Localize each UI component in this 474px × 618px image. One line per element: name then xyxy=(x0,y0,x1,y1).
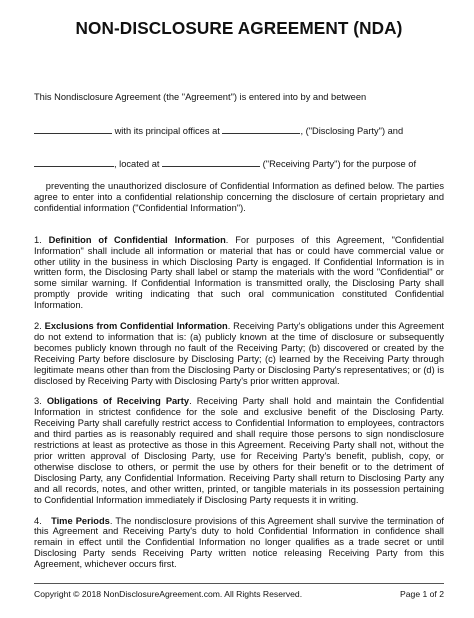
section-3 xyxy=(34,396,447,505)
footer-page-number: Page 1 of 2 xyxy=(400,589,444,599)
section-1-heading: Definition of Confidential Information xyxy=(48,234,226,245)
page-footer xyxy=(34,589,444,599)
blank-disclosing-party-name[interactable] xyxy=(34,125,112,134)
section-2-heading: Exclusions from Confidential Information xyxy=(44,321,228,332)
intro-line-3 xyxy=(34,158,444,170)
section-4-number: 4. xyxy=(34,515,42,526)
intro-line-2 xyxy=(34,125,444,137)
intro-paragraph xyxy=(34,70,447,225)
section-4-heading: Time Periods xyxy=(51,515,110,526)
intro-line-3-text-a: , located at xyxy=(114,159,160,170)
intro-line-1: This Nondisclosure Agreement (the "Agreement") is entered into by and between xyxy=(34,91,367,102)
blank-receiving-party-name[interactable] xyxy=(34,158,114,167)
section-1-number: 1. xyxy=(34,234,42,245)
footer-copyright: Copyright © 2018 NonDisclosureAgreement.com. All Rights Reserved. xyxy=(34,589,303,599)
blank-receiving-party-address[interactable] xyxy=(162,158,260,167)
section-1-text: . For purposes of this Agreement, "Confidential Information" shall include all information or material that has or could have commercial value or other utility in the business in which Disclosing Party is engaged. If Confidential Information is in written form, the Disclosing Party shall label or stamp the materials with the word "Confidential" or some similar warning. If Confidential Information is transmitted orally, the Disclosing Party shall promptly provide writing indicating that such oral communication constituted Confidential Information. xyxy=(34,234,447,311)
intro-line-2-text-b: , ("Disclosing Party") and xyxy=(300,125,404,136)
intro-line-2-text-a: with its principal offices at xyxy=(114,125,220,136)
section-2-text: . Receiving Party's obligations under this Agreement do not extend to information that is: (a) publicly known at the time of disclosure or subsequently becomes publicly known through no fault of the Receiving Party; (b) discovered or created by the Receiving Party before disclosure by Disclosing Party; (c) learned by the Receiving Party through legitimate means other than from the Disclosing Party or Disclosing Party's representatives; or (d) is disclosed by Receiving Party with Disclosing Party's prior written approval. xyxy=(34,321,447,386)
section-3-text: . Receiving Party shall hold and maintain the Confidential Information in strictest confidence for the sole and exclusive benefit of the Disclosing Party. Receiving Party shall carefully restrict access to Confidential Information to employees, contractors and third parties as is reasonably required and shall require those persons to sign nondisclosure restrictions at least as protective as those in this Agreement. Receiving Party shall not, without the prior written approval of Disclosing Party, use for Receiving Party's benefit, publish, copy, or otherwise disclose to others, or permit the use by others for their benefit or to the detriment of Disclosing Party, any Confidential Information. Receiving Party shall return to Disclosing Party any and all records, notes, and other written, printed, or tangible materials in its possession pertaining to Confidential Information immediately if Disclosing Party requests it in writing. xyxy=(34,396,447,505)
section-3-number: 3. xyxy=(34,396,42,407)
blank-disclosing-party-address[interactable] xyxy=(222,125,300,134)
footer-divider xyxy=(34,583,444,584)
intro-line-3-text-b: ("Receiving Party") for the purpose of xyxy=(262,159,417,170)
section-1 xyxy=(34,234,447,311)
document-title: NON-DISCLOSURE AGREEMENT (NDA) xyxy=(75,18,403,38)
section-2 xyxy=(34,321,447,386)
section-4 xyxy=(34,515,447,571)
section-4-text: . The nondisclosure provisions of this Agreement shall survive the termination of this Agreement and Receiving Party's duty to hold Confidential Information in confidence shall remain in effect until the Confidential Information no longer qualifies as a trade secret or until Disclosing Party sends Receiving Party written notice releasing Receiving Party from this Agreement, whichever occurs first. xyxy=(34,515,447,570)
section-2-number: 2. xyxy=(34,321,42,332)
section-3-heading: Obligations of Receiving Party xyxy=(46,396,190,407)
intro-rest: preventing the unauthorized disclosure of Confidential Information as defined below. The parties agree to enter into a confidential relationship concerning the disclosure of certain proprietary and confidential information ("Confidential Information"). xyxy=(34,181,447,213)
